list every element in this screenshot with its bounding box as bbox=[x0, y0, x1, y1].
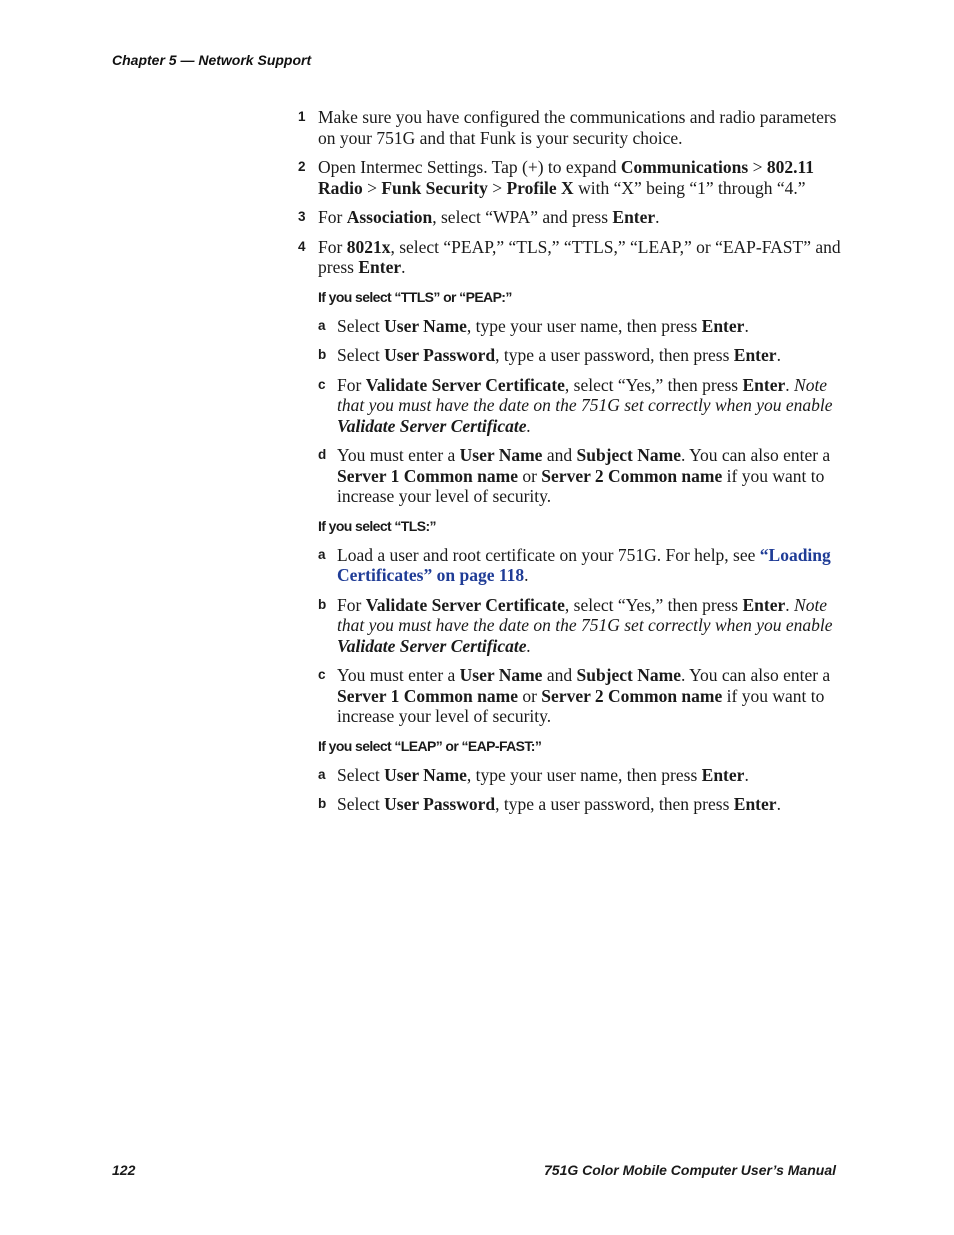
step-text: , type your user name, then press bbox=[466, 764, 702, 785]
step-number: 3 bbox=[298, 209, 306, 224]
step-text: > bbox=[362, 177, 382, 198]
step-text: Select bbox=[337, 345, 385, 365]
step-text: For bbox=[337, 594, 366, 615]
ui-term: Enter bbox=[701, 764, 745, 785]
ui-term: User Name bbox=[384, 764, 467, 785]
page-content bbox=[298, 107, 843, 824]
step-text: with “X” being “1” through “4.” bbox=[573, 177, 806, 198]
step-text: or bbox=[517, 465, 542, 486]
step-text: . bbox=[401, 257, 406, 277]
substep-letter: a bbox=[318, 766, 326, 782]
step-text: Load a user and root certificate on your 751G. For help, see bbox=[337, 544, 760, 565]
ui-term: Enter bbox=[733, 794, 777, 814]
ui-term: Profile X bbox=[506, 177, 574, 198]
step-text: . You can also enter a bbox=[680, 665, 831, 685]
step-text: , select “Yes,” then press bbox=[564, 374, 743, 395]
note-text: . bbox=[526, 415, 531, 436]
step-text: , type your user name, then press bbox=[466, 315, 702, 336]
section-heading-ttls-peap: If you select “TTLS” or “PEAP:” bbox=[318, 288, 512, 305]
step-text: if you want to increase your level of security. bbox=[337, 685, 825, 726]
step-text: and bbox=[542, 445, 577, 465]
ui-term: 8021x bbox=[346, 236, 391, 257]
substep-ttls-c bbox=[298, 375, 843, 437]
step-text: , select “PEAP,” “TLS,” “TTLS,” “LEAP,” or “EAP-FAST” and press bbox=[318, 236, 841, 277]
step-text: > bbox=[748, 157, 767, 177]
ui-term: User Name bbox=[459, 665, 543, 685]
running-head: Chapter 5 — Network Support bbox=[112, 52, 312, 68]
ui-term: Server 1 Common name bbox=[337, 465, 518, 486]
step-text: . bbox=[776, 345, 781, 365]
manual-title: 751G Color Mobile Computer User’s Manual bbox=[544, 1162, 836, 1178]
step-text: or bbox=[517, 685, 542, 706]
substep-letter: b bbox=[318, 796, 327, 811]
substep-tls-c bbox=[298, 665, 843, 727]
step-text: Make sure you have configured the communications and radio parameters on your 751G and that Funk is your security choice. bbox=[318, 107, 837, 148]
substep-leap-a bbox=[298, 765, 843, 786]
step-text: . You can also enter a bbox=[680, 445, 831, 465]
loading-certificates-link[interactable]: “Loading Certificates” on page 118 bbox=[337, 544, 831, 585]
step-number: 4 bbox=[298, 238, 306, 254]
substep-letter: a bbox=[318, 546, 326, 562]
ui-term: Enter bbox=[742, 374, 786, 395]
ui-term: Server 2 Common name bbox=[541, 685, 723, 706]
step-text: . bbox=[524, 565, 529, 585]
ui-term: Enter bbox=[742, 594, 786, 615]
step-text: You must enter a bbox=[337, 445, 460, 465]
section-heading-leap-eapfast: If you select “LEAP” or “EAP-FAST:” bbox=[318, 737, 542, 754]
substep-letter: d bbox=[318, 447, 327, 462]
ui-term: Server 2 Common name bbox=[541, 465, 723, 486]
ui-term: Funk Security bbox=[381, 177, 488, 198]
step-text: , type a user password, then press bbox=[495, 794, 734, 814]
step-text: . bbox=[785, 594, 795, 615]
substep-letter: b bbox=[318, 347, 327, 362]
step-3 bbox=[298, 207, 843, 228]
step-text: For bbox=[337, 374, 366, 395]
step-text: Select bbox=[337, 794, 385, 814]
ui-term: User Name bbox=[384, 315, 467, 336]
ui-term: Subject Name bbox=[576, 445, 681, 465]
ui-term: Enter bbox=[733, 345, 777, 365]
step-text: and bbox=[542, 665, 577, 685]
step-4 bbox=[298, 237, 843, 278]
step-text: You must enter a bbox=[337, 665, 460, 685]
section-heading-tls: If you select “TLS:” bbox=[318, 517, 436, 534]
step-text: . bbox=[744, 315, 749, 336]
step-text: Open Intermec Settings. Tap (+) to expand bbox=[318, 157, 621, 177]
note-text: Note that you must have the date on the 751G set correctly when you enable bbox=[337, 594, 833, 635]
step-text: For bbox=[318, 207, 347, 227]
ui-term: Communications bbox=[620, 157, 749, 177]
ui-term: Enter bbox=[358, 257, 402, 277]
step-text: if you want to increase your level of security. bbox=[337, 465, 825, 506]
substep-letter: a bbox=[318, 317, 326, 333]
step-text: . bbox=[655, 207, 660, 227]
step-text: Select bbox=[337, 764, 385, 785]
step-text: , select “Yes,” then press bbox=[564, 594, 743, 615]
substep-letter: c bbox=[318, 667, 326, 682]
step-text: For bbox=[318, 236, 347, 257]
step-number: 1 bbox=[298, 109, 306, 124]
step-text: . bbox=[744, 764, 749, 785]
note-text: . bbox=[526, 635, 531, 656]
step-2 bbox=[298, 157, 843, 198]
ui-term: User Password bbox=[384, 794, 496, 814]
ui-term: Validate Server Certificate bbox=[365, 594, 565, 615]
step-text: Select bbox=[337, 315, 385, 336]
ui-term: Validate Server Certificate bbox=[365, 374, 565, 395]
ui-term: Validate Server Certificate bbox=[337, 415, 527, 436]
ui-term: 802.11 Radio bbox=[318, 157, 814, 198]
ui-term: User Name bbox=[459, 445, 543, 465]
substep-ttls-d bbox=[298, 445, 843, 507]
ui-term: Subject Name bbox=[576, 665, 681, 685]
substep-ttls-b bbox=[298, 345, 843, 366]
substep-ttls-a bbox=[298, 316, 843, 337]
ui-term: User Password bbox=[384, 345, 496, 365]
page-number: 122 bbox=[112, 1162, 136, 1178]
step-text: , select “WPA” and press bbox=[432, 207, 613, 227]
ui-term: Server 1 Common name bbox=[337, 685, 518, 706]
substep-tls-a bbox=[298, 545, 843, 586]
substep-leap-b bbox=[298, 794, 843, 815]
step-text: . bbox=[785, 374, 795, 395]
step-text: > bbox=[487, 177, 507, 198]
ui-term: Validate Server Certificate bbox=[337, 635, 527, 656]
ui-term: Association bbox=[346, 207, 433, 227]
note-text: Note that you must have the date on the 751G set correctly when you enable bbox=[337, 374, 833, 415]
ui-term: Enter bbox=[701, 315, 745, 336]
ui-term: Enter bbox=[612, 207, 656, 227]
step-text: . bbox=[776, 794, 781, 814]
step-1 bbox=[298, 107, 843, 148]
step-number: 2 bbox=[298, 159, 306, 174]
substep-letter: c bbox=[318, 376, 326, 392]
substep-letter: b bbox=[318, 596, 327, 612]
step-text: , type a user password, then press bbox=[495, 345, 734, 365]
substep-tls-b bbox=[298, 595, 843, 657]
